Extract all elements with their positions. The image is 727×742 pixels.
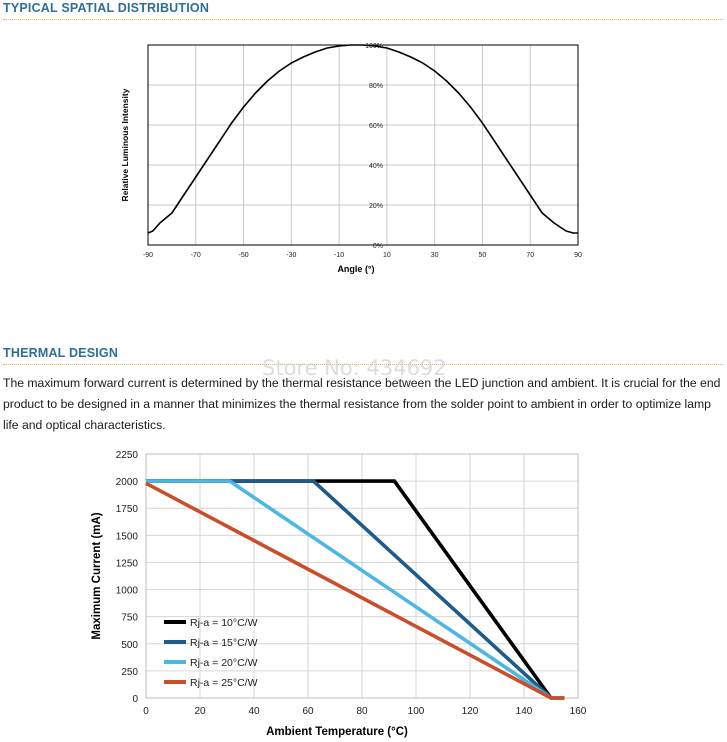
- thermal-x-tick-labels: [143, 706, 587, 717]
- x-tick-label: 60: [302, 706, 314, 717]
- legend-label: Rj-a = 10°C/W: [190, 617, 258, 629]
- section-divider: [3, 19, 723, 20]
- legend-label: Rj-a = 20°C/W: [190, 657, 258, 669]
- spatial-section-heading: TYPICAL SPATIAL DISTRIBUTION: [3, 1, 210, 15]
- y-tick-label: 500: [121, 639, 138, 651]
- thermal-x-axis-label: Ambient Temperature (°C): [266, 726, 408, 738]
- thermal-y-axis-label: Maximum Current (mA): [91, 512, 103, 640]
- x-tick-label: 160: [569, 706, 587, 717]
- thermal-section-heading: THERMAL DESIGN: [3, 346, 119, 360]
- thermal-legend: [164, 617, 258, 689]
- x-tick-label: 0: [143, 706, 149, 717]
- x-tick-label: 10: [382, 252, 391, 259]
- spatial-y-axis-label: Relative Luminous Intensity: [120, 88, 130, 202]
- y-tick-label: 250: [121, 666, 138, 678]
- spatial-distribution-chart: [100, 30, 600, 280]
- x-tick-label: -30: [286, 252, 297, 259]
- thermal-y-tick-labels: [116, 450, 139, 705]
- x-tick-label: -50: [238, 252, 249, 259]
- spatial-y-tick-labels: [365, 43, 383, 250]
- x-tick-label: -10: [334, 252, 345, 259]
- y-tick-label: 80%: [368, 83, 383, 90]
- y-tick-label: 2250: [115, 450, 138, 461]
- x-tick-label: 140: [515, 706, 533, 717]
- legend-label: Rj-a = 25°C/W: [190, 677, 258, 689]
- x-tick-label: 50: [478, 252, 487, 259]
- thermal-paragraph: The maximum forward current is determined by the thermal resistance between the LED junction and ambient. It is crucial for the end product to be designed in a manner that minimizes the thermal resistance from the solder point to ambient in order to optimize lamp life and optical characteristics.: [3, 376, 721, 432]
- legend-label: Rj-a = 15°C/W: [190, 637, 258, 649]
- y-tick-label: 60%: [368, 123, 383, 130]
- y-tick-label: 40%: [368, 163, 383, 170]
- y-tick-label: 100%: [365, 43, 383, 50]
- y-tick-label: 20%: [368, 203, 383, 210]
- x-tick-label: -70: [190, 252, 201, 259]
- thermal-derating-chart: [86, 440, 606, 740]
- x-tick-label: 20: [194, 706, 206, 717]
- x-tick-label: 40: [248, 706, 260, 717]
- y-tick-label: 1500: [115, 531, 138, 543]
- x-tick-label: 90: [574, 252, 582, 259]
- spatial-x-tick-labels: [143, 252, 582, 259]
- y-tick-label: 2000: [115, 477, 138, 489]
- y-tick-label: 0%: [372, 243, 383, 250]
- spatial-x-axis-label: Angle (°): [337, 264, 375, 274]
- y-tick-label: 1000: [115, 585, 138, 597]
- y-tick-label: 1750: [115, 504, 138, 516]
- x-tick-label: 100: [407, 706, 425, 717]
- y-tick-label: 750: [121, 612, 138, 624]
- store-watermark: Store No: 434692: [262, 356, 447, 380]
- y-tick-label: 1250: [115, 558, 138, 570]
- spatial-grid: [148, 45, 578, 245]
- x-tick-label: 120: [461, 706, 479, 717]
- spatial-plot-frame: [148, 45, 578, 245]
- x-tick-label: 80: [356, 706, 368, 717]
- x-tick-label: 70: [526, 252, 535, 259]
- x-tick-label: 30: [430, 252, 439, 259]
- y-tick-label: 0: [132, 694, 138, 705]
- x-tick-label: -90: [142, 252, 154, 259]
